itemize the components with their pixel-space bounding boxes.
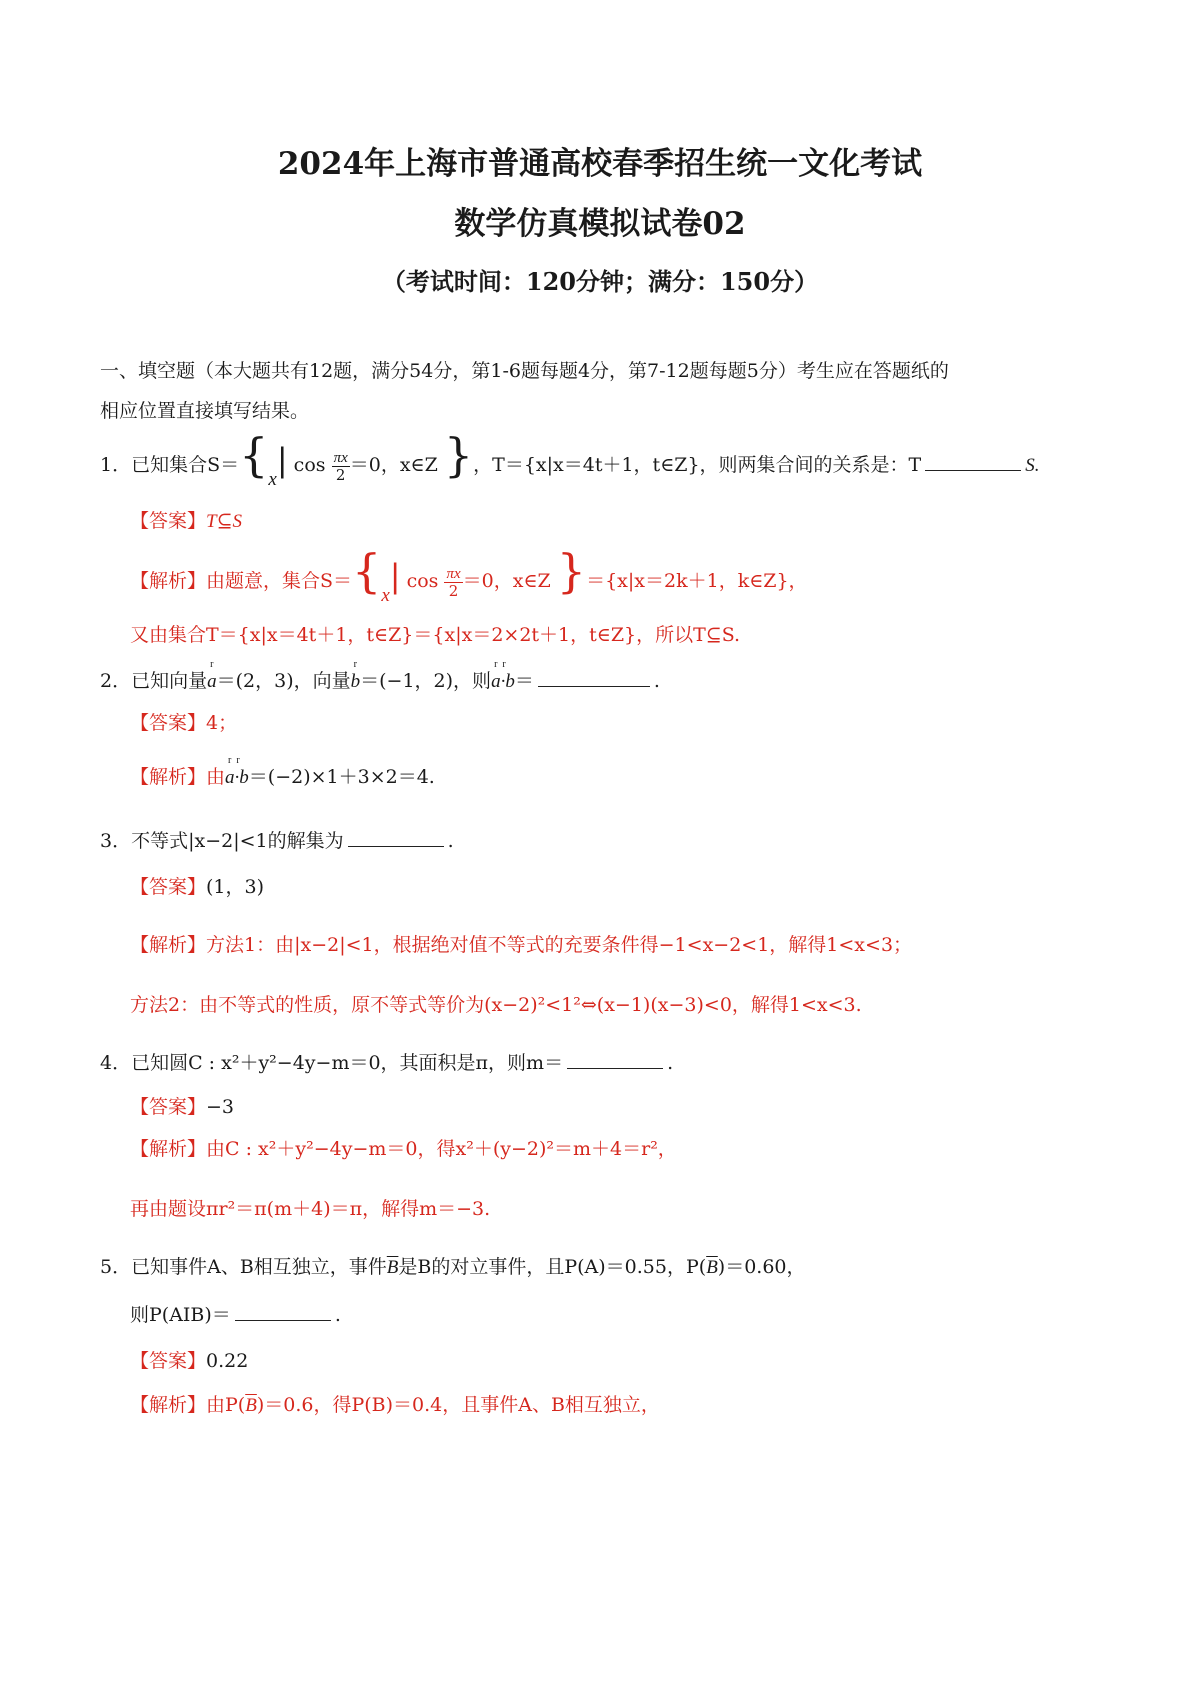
analysis-text: 由题意，集合S＝ xyxy=(206,570,353,592)
left-brace: { xyxy=(239,428,269,482)
analysis-4 xyxy=(130,1134,677,1161)
answer-blank xyxy=(235,1302,331,1321)
analysis-2: 【解析】由 r r a·b＝(−2)×1＋3×2＝4. xyxy=(130,755,435,788)
answer-4 xyxy=(130,1092,234,1119)
answer-blank xyxy=(348,828,444,847)
analysis-text: 由C : x²＋y²−4y−m＝0，得x²＋(y−2)²＝m＋4＝r²， xyxy=(206,1138,677,1160)
question-number: 3． xyxy=(100,830,132,852)
question-4: 4．已知圆C : x²＋y²−4y−m＝0，其面积是π，则m＝ . xyxy=(100,1052,674,1074)
right-brace: } xyxy=(443,428,474,482)
analysis-label: 【解析】 xyxy=(130,1394,207,1416)
answer-text: 0.22 xyxy=(206,1350,249,1372)
analysis-text: ＝(−2)×1＋3×2＝4. xyxy=(248,766,435,788)
question-number: 2． xyxy=(100,670,132,692)
exam-info: （考试时间：120分钟；满分：150分） xyxy=(381,267,819,296)
analysis-5: 【解析】由$P(\overline{B})=0.6$，得P(B)＝0.4，且事件A、B相互独立， xyxy=(130,1394,660,1416)
answer-3 xyxy=(130,872,264,899)
section-heading-line2: 相应位置直接填写结果。 xyxy=(100,400,310,422)
question-5-line2: 则P(AIB)＝ . xyxy=(130,1304,341,1326)
question-5: 5．已知事件A、B相互独立，事件$\overline{B}$是B的对立事件，且P(A)＝0.55，$P(\overline{B})=0.60$， xyxy=(100,1256,806,1278)
question-number: 4． xyxy=(100,1052,132,1074)
analysis-label: 【解析】 xyxy=(130,1138,207,1160)
dot-product: r r a·b xyxy=(491,659,515,692)
analysis-text: 由P( xyxy=(206,1394,246,1416)
analysis-label: 【解析】 xyxy=(130,766,207,788)
cos-label: cos xyxy=(293,454,326,476)
fraction: $\frac{\pi x}{2}$ xyxy=(333,449,348,484)
question-text: 已知事件A、B相互独立，事件 xyxy=(131,1256,387,1278)
set-variable: x xyxy=(268,469,277,490)
answer-label: 【答案】 xyxy=(130,712,207,734)
answer-blank xyxy=(567,1050,663,1069)
vertical-bar: | xyxy=(276,441,288,479)
question-text: 已知向量 xyxy=(131,670,208,692)
answer-blank xyxy=(925,452,1021,471)
answer-blank xyxy=(538,668,650,687)
answer-2 xyxy=(130,708,237,735)
question-text-rest: ，T＝{x|x＝4t＋1，t∈Z}，则两集合间的关系是：T xyxy=(473,454,922,476)
complement-event: $\overline{B}$ xyxy=(386,1257,399,1278)
question-text: 不等式|x−2|<1的解集为 xyxy=(131,830,344,852)
analysis-3-line2: 方法2：由不等式的性质，原不等式等价为(x−2)²<1²⇔(x−1)(x−3)<0，解得1<x<3. xyxy=(130,994,862,1016)
section-heading-line1: 一、填空题（本大题共有12题，满分54分，第1-6题每题4分，第7-12题每题5分）考生应在答题纸的 xyxy=(100,360,949,382)
answer-text: T⊆S xyxy=(206,511,243,532)
question-1 xyxy=(100,428,1040,490)
question-text: 已知圆C : x²＋y²−4y−m＝0，其面积是π，则m＝ xyxy=(131,1052,564,1074)
analysis-1-line2: 又由集合T＝{x|x＝4t＋1，t∈Z}＝{x|x＝2×2t＋1，t∈Z}，所以T⊆S. xyxy=(130,624,741,646)
answer-1 xyxy=(130,506,242,533)
answer-label: 【答案】 xyxy=(130,1096,207,1118)
analysis-4-line2: 再由题设πr²＝π(m＋4)＝π，解得m＝−3. xyxy=(130,1198,491,1220)
analysis-text-rest: ＝{x|x＝2k＋1，k∈Z}， xyxy=(586,570,808,592)
analysis-text: 方法1：由|x−2|<1，根据绝对值不等式的充要条件得−1<x−2<1，解得1<x<3； xyxy=(206,934,913,956)
answer-text: 4； xyxy=(206,712,238,734)
question-text: 则P(AIB)＝ xyxy=(130,1304,231,1326)
answer-label: 【答案】 xyxy=(130,510,207,532)
question-end: S. xyxy=(1025,455,1040,476)
analysis-label: 【解析】 xyxy=(130,934,207,956)
set-condition: ＝0，x∈Z xyxy=(349,454,438,476)
answer-5 xyxy=(130,1346,248,1373)
vector-a: r a xyxy=(207,659,217,692)
answer-label: 【答案】 xyxy=(130,876,207,898)
document-subtitle: 数学仿真模拟试卷02 xyxy=(454,206,746,242)
question-2: 2．已知向量 r a＝(2，3)，向量 r b＝(−1，2)，则 r r a·b＝ . xyxy=(100,659,660,692)
dot-product: r r a·b xyxy=(225,755,249,788)
analysis-3 xyxy=(130,930,912,957)
question-3: 3．不等式|x−2|<1的解集为 . xyxy=(100,830,454,852)
question-number: 1． xyxy=(100,454,132,476)
answer-label: 【答案】 xyxy=(130,1350,207,1372)
question-number: 5． xyxy=(100,1256,132,1278)
document-title: 2024年上海市普通高校春季招生统一文化考试 xyxy=(277,146,923,182)
question-text: 已知集合S＝ xyxy=(131,454,240,476)
analysis-label: 【解析】 xyxy=(130,570,207,592)
answer-text: (1，3) xyxy=(206,876,265,898)
answer-text: −3 xyxy=(206,1096,235,1118)
vector-b: r b xyxy=(350,659,361,692)
analysis-1: 【解析】由题意，集合S＝{x| cos $\frac{\pi x}{2}$ ＝0，x∈Z }＝{x|x＝2k＋1，k∈Z}， xyxy=(130,544,808,606)
